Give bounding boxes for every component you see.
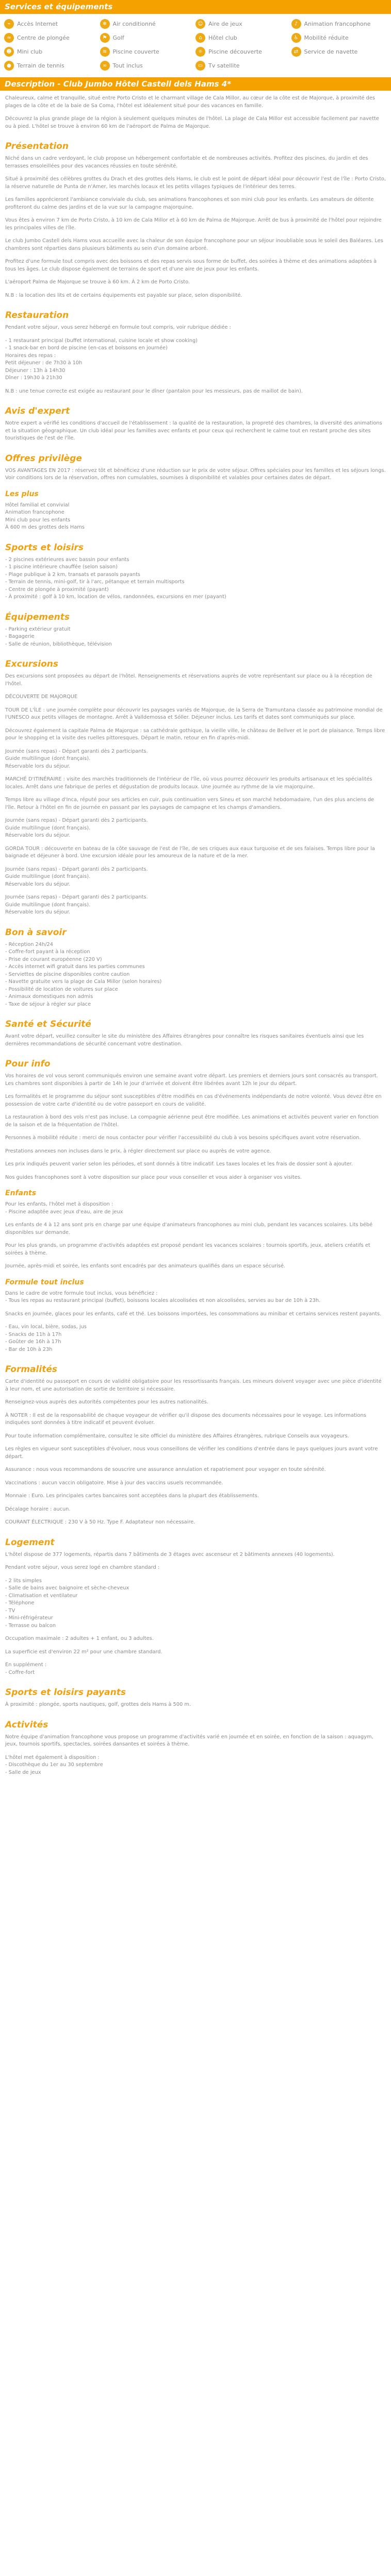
- paragraph: Snacks en journée, glaces pour les enfants, café et thé. Les boissons importées, les consommations au minibar et certains services restent payants.: [5, 1311, 382, 1317]
- section-heading: Activités: [5, 1719, 48, 1730]
- paragraph: COURANT ÉLECTRIQUE : 230 V à 50 Hz. Type F. Adaptateur non nécessaire.: [5, 1519, 196, 1525]
- paragraph: Monnaie : Euro. Les principales cartes bancaires sont acceptées dans la plupart des établissements.: [5, 1493, 259, 1499]
- service-item: [291, 46, 387, 57]
- paragraph: Pour les enfants, l'hôtel met à disposition : - Piscine adaptée avec jeux d'eau, aire de jeux: [5, 1201, 123, 1215]
- paragraph: Les règles en vigueur sont susceptibles d'évoluer, nous vous conseillons de vérifier les conditions d'entrée dans le pays quelques jours avant votre départ.: [5, 1446, 378, 1460]
- tennis-icon: ●: [4, 61, 14, 71]
- list-item: - Possibilité de location de voitures sur place: [5, 986, 118, 992]
- section-heading: Enfants: [5, 1189, 37, 1197]
- service-item: [196, 32, 291, 43]
- bullet-list: [5, 556, 386, 601]
- description-content: [0, 91, 391, 1776]
- paragraph: Nos guides francophones sont à votre disposition sur place pour vous conseiller et vous aider à organiser vos visites.: [5, 1174, 302, 1180]
- service-label: Tout inclus: [112, 62, 143, 69]
- list-item: Petit déjeuner : de 7h30 à 10h: [5, 360, 83, 366]
- paragraph: Pendant votre séjour, vous serez logé en chambre standard :: [5, 1565, 160, 1570]
- list-item: - TV: [5, 1607, 15, 1614]
- section-heading: Offres privilège: [5, 453, 82, 464]
- paragraph: Notre équipe d'animation francophone vous propose un programme d'activités varié en journée et en soirée, en fonction de la saison : aquagym, jeux, tournois sportifs, spectacles, soirées dansantes et soirées à thème.: [5, 1734, 373, 1747]
- paragraph: Niché dans un cadre verdoyant, le club propose un hébergement confortable et de nombreuses activités. Profitez des piscines, du jardin et des terrasses ensoleillées pour des vacances réussies en toute sérénité.: [5, 156, 368, 169]
- paragraph: Journée (sans repas) - Départ garanti dès 2 participants. Guide multilingue (dont français). Réservable lors du séjour.: [5, 894, 148, 915]
- paragraph: Notre expert a vérifié les conditions d'accueil de l'établissement : la qualité de la restauration, la propreté des chambres, la diversité des animations et la situation géographique. Un club idéal pour les familles avec enfants et pour ceux qui recherchent le calme tout en restant proche des sites touristiques de l'est de l'île.: [5, 420, 382, 441]
- paragraph: Profitez d'une formule tout compris avec des boissons et des repas servis sous forme de buffet, des soirées à thème et des animations adaptées à tous les âges. Le club dispose également de terrains de sport et d'une aire de jeux pour les enfants.: [5, 259, 377, 272]
- paragraph: TOUR DE L'ÎLE : une journée complète pour découvrir les paysages variés de Majorque, de la Serra de Tramuntana classée au patrimoine mondial de l'UNESCO aux petits villages de montagne. Arrêt à Valldemossa et Sóller. Déjeuner inclus. Les tarifs et dates sont communiqués sur place.: [5, 707, 383, 720]
- paragraph: L'aéroport Palma de Majorque se trouve à 60 km. À 2 km de Porto Cristo.: [5, 279, 190, 285]
- paragraph: Vaccinations : aucun vaccin obligatoire. Mise à jour des vaccins usuels recommandée.: [5, 1480, 223, 1486]
- section-heading: Pour info: [5, 1059, 51, 1069]
- paragraph: Journée, après-midi et soirée, les enfants sont encadrés par des animateurs qualifiés dans un espace sécurisé.: [5, 1263, 286, 1269]
- satellite-tv-icon: ▭: [196, 61, 205, 71]
- hotel-club-icon: ⌂: [196, 33, 205, 43]
- paragraph: L'hôtel met également à disposition : - Discothèque du 1er au 30 septembre - Salle de jeux: [5, 1754, 103, 1775]
- service-item: [100, 46, 196, 57]
- service-item: [196, 19, 291, 29]
- paragraph: Découvrez la plus grande plage de la région à seulement quelques minutes de l'hôtel. La plage de Cala Millor est accessible facilement par navette ou à pied. L'hôtel se trouve à environ 60 km de l'aéroport de Palma de Majorque.: [5, 116, 379, 129]
- paragraph: La superficie est d'environ 22 m² pour une chambre standard.: [5, 1649, 162, 1655]
- diving-icon: ≈: [4, 33, 14, 43]
- service-label: Aire de jeux: [208, 21, 242, 27]
- service-label: Mini club: [17, 48, 43, 55]
- bullet-list: [5, 502, 386, 532]
- animation-icon: ♪: [291, 19, 301, 29]
- section-heading: Restauration: [5, 310, 69, 320]
- paragraph: Pour les plus grands, un programme d'activités adaptées est proposé pendant les vacances scolaires : tournois sportifs, jeux, ateliers créatifs et soirées à thème.: [5, 1243, 370, 1256]
- outdoor-pool-icon: ☼: [196, 47, 205, 57]
- service-item: [4, 60, 100, 71]
- list-item: - Terrasse ou balcon: [5, 1622, 56, 1629]
- service-item: [4, 46, 100, 57]
- list-item: - Centre de plongée à proximité (payant): [5, 586, 109, 592]
- paragraph: Les formalités et le programme du séjour sont susceptibles d'être modifiés en cas d'événements indépendants de notre volonté. Vous devez être en possession de votre carte d'identité ou de votre passeport en cours de validité.: [5, 1094, 382, 1107]
- service-label: Accès Internet: [17, 21, 58, 27]
- playground-icon: ☺: [196, 19, 205, 29]
- paragraph: Vos horaires de vol vous seront communiqués environ une semaine avant votre départ. Les premiers et derniers jours sont consacrés au transport. Les chambres sont disponibles à partir de 14h le jour d'arrivée et doivent être libérées avant 12h le jour du départ.: [5, 1073, 378, 1087]
- bullet-list: [5, 626, 386, 649]
- section-heading: Sports et loisirs payants: [5, 1687, 126, 1698]
- list-item: - 2 lits simples: [5, 1578, 42, 1584]
- paragraph: Carte d'identité ou passeport en cours de validité obligatoire pour les ressortissants français. Les mineurs doivent voyager avec une pièce d'identité à leur nom, et une autorisation de sortie de territoire si nécessaire.: [5, 1379, 382, 1392]
- service-item: [4, 19, 100, 29]
- list-item: - Coffre-fort payant à la réception: [5, 949, 90, 955]
- all-inclusive-icon: ∞: [100, 61, 110, 71]
- section-heading: Équipements: [5, 612, 70, 622]
- list-item: - Prise de courant européenne (220 V): [5, 956, 102, 962]
- golf-icon: ⚑: [100, 33, 110, 43]
- service-label: Tv satellite: [208, 62, 240, 69]
- description-title: Description - Club Jumbo Hôtel Castell dels Hams 4*: [0, 77, 391, 91]
- service-label: Piscine découverte: [208, 48, 262, 55]
- paragraph: Pendant votre séjour, vous serez hébergé en formule tout compris, voir rubrique dédiée :: [5, 325, 231, 330]
- list-item: - Mini-réfrigérateur: [5, 1615, 53, 1621]
- section-heading: Formule tout inclus: [5, 1278, 84, 1286]
- service-label: Air conditionné: [112, 21, 156, 27]
- list-item: - Animaux domestiques non admis: [5, 994, 93, 999]
- paragraph: Vous êtes à environ 7 km de Porto Cristo, à 10 km de Cala Millor et à 60 km de Palma de Majorque. Arrêt de bus à proximité de l'hôtel pour rejoindre les principales villes de l'île.: [5, 217, 382, 231]
- wifi-icon: ⌁: [4, 19, 14, 29]
- list-item: Hôtel familial et convivial: [5, 502, 70, 508]
- list-item: - Salle de bains avec baignoire et sèche-cheveux: [5, 1585, 129, 1591]
- paragraph: Dans le cadre de votre formule tout inclus, vous bénéficiez : - Tous les repas au restaurant principal (buffet), boissons locales alcoolisées et non alcoolisées, servies au bar de 10h à 23h.: [5, 1290, 321, 1303]
- paragraph: La restauration à bord des vols n'est pas incluse. La compagnie aérienne peut être modifiée. Les animations et activités peuvent varier en fonction de la saison et de la fréquentation de l'hôtel.: [5, 1114, 379, 1128]
- paragraph: Occupation maximale : 2 adultes + 1 enfant, ou 3 adultes.: [5, 1636, 154, 1641]
- paragraph: À proximité : plongée, sports nautiques, golf, grottes dels Hams à 500 m.: [5, 1702, 191, 1707]
- paragraph: Les familles apprécieront l'ambiance conviviale du club, ses animations francophones et son mini club pour les enfants. Les amateurs de détente profiteront du calme des jardins et de la vue sur la campagne majorquine.: [5, 197, 374, 210]
- list-item: Déjeuner : 13h à 14h30: [5, 367, 66, 374]
- bullet-list: [5, 1578, 386, 1630]
- service-item: [196, 60, 291, 71]
- list-item: - Bar de 10h à 23h: [5, 1346, 53, 1352]
- list-item: - 1 restaurant principal (buffet international, cuisine locale et show cooking): [5, 337, 198, 344]
- list-item: - Climatisation et ventilateur: [5, 1592, 78, 1599]
- list-item: Dîner : 19h30 à 21h30: [5, 375, 62, 381]
- list-item: - Eau, vin local, bière, sodas, jus: [5, 1324, 87, 1330]
- section-heading: Excursions: [5, 659, 58, 669]
- section-heading: Logement: [5, 1537, 55, 1548]
- paragraph: À NOTER : Il est de la responsabilité de chaque voyageur de vérifier qu'il dispose des documents nécessaires pour le voyage. Les informations indiquées sont données à titre indicatif et peuvent évoluer.: [5, 1412, 366, 1426]
- service-label: Hôtel club: [208, 35, 237, 41]
- list-item: - Snacks de 11h à 17h: [5, 1331, 62, 1337]
- bullet-list: [5, 337, 386, 382]
- paragraph: L'hôtel dispose de 377 logements, répartis dans 7 bâtiments de 3 étages avec ascenseur et 2 bâtiments annexes (40 logements).: [5, 1551, 335, 1557]
- indoor-pool-icon: ≋: [100, 47, 110, 57]
- paragraph: Journée (sans repas) - Départ garanti dès 2 participants. Guide multilingue (dont français). Réservable lors du séjour.: [5, 866, 148, 887]
- shuttle-icon: ⇄: [291, 47, 301, 57]
- paragraph: Chaleureux, calme et tranquille, situé entre Porto Cristo et le charmant village de Cala Millor, au cœur de la côte est de Majorque, à proximité des plages de la côte et de la baie de Sa Coma, l'hôtel est idéalement situé pour des vacances en famille.: [5, 95, 376, 109]
- list-item: - Parking extérieur gratuit: [5, 626, 71, 632]
- service-label: Terrain de tennis: [17, 62, 64, 69]
- list-item: - Goûter de 16h à 17h: [5, 1339, 61, 1345]
- paragraph: Avant votre départ, veuillez consulter le site du ministère des Affaires étrangères pour connaître les risques sanitaires éventuels ainsi que les dernières recommandations de sécurité concernant votre destination.: [5, 1033, 364, 1047]
- paragraph: Décalage horaire : aucun.: [5, 1506, 71, 1512]
- service-item: [291, 19, 387, 29]
- list-item: - Navette gratuite vers la plage de Cala Millor (selon horaires): [5, 979, 162, 985]
- paragraph: Les prix indiqués peuvent varier selon les périodes, et sont donnés à titre indicatif. Les taxes locales et les frais de dossier sont à ajouter.: [5, 1161, 353, 1167]
- paragraph: Renseignez-vous auprès des autorités compétentes pour les autres nationalités.: [5, 1399, 208, 1405]
- paragraph: Personnes à mobilité réduite : merci de nous contacter pour vérifier l'accessibilité du club à vos besoins spécifiques avant votre réservation.: [5, 1135, 361, 1141]
- section-heading: Présentation: [5, 141, 69, 151]
- section-heading: Formalités: [5, 1364, 57, 1375]
- paragraph: Le club Jumbo Castell dels Hams vous accueille avec la chaleur de son équipe francophone pour un séjour inoubliable sous le soleil des Baléares. Les chambres sont réparties dans plusieurs bâtiments au sein d'un domaine arboré.: [5, 238, 383, 251]
- paragraph: N.B : la location des lits et de certains équipements est payable sur place, selon disponibilité.: [5, 292, 242, 298]
- paragraph: VOS AVANTAGES EN 2017 : réservez tôt et bénéficiez d'une réduction sur le prix de votre séjour. Offres spéciales pour les familles et les séjours longs. Voir conditions lors de la réservation, offres non cumulables, soumises à disponibilité et valables pour certaines dates de départ.: [5, 467, 386, 481]
- list-item: - 2 piscines extérieures avec bassin pour enfants: [5, 556, 129, 563]
- paragraph: MARCHÉ D'ITINÉRAIRE : visite des marchés traditionnels de l'intérieur de l'île, où vous pourrez découvrir les produits artisanaux et les spécialités locales. Arrêt dans une fabrique de perles et dégustation de produits locaux. Une journée au rythme de la vie majorquine.: [5, 776, 372, 790]
- section-heading: Santé et Sécurité: [5, 1019, 91, 1029]
- section-heading: Les plus: [5, 489, 39, 498]
- bullet-list: [5, 941, 386, 1009]
- wheelchair-icon: ♿: [291, 33, 301, 43]
- list-item: Horaires des repas :: [5, 352, 56, 359]
- list-item: Animation francophone: [5, 510, 64, 515]
- section-heading: Bon à savoir: [5, 927, 67, 938]
- paragraph: En supplément : - Coffre-fort: [5, 1662, 47, 1675]
- service-item: [100, 19, 196, 29]
- paragraph: Pour toute information complémentaire, consultez le site officiel du ministère des Affaires étrangères, rubrique Conseils aux voyageurs.: [5, 1433, 349, 1439]
- service-item: [196, 46, 291, 57]
- list-item: - Bagagerie: [5, 634, 35, 639]
- list-item: - 1 piscine intérieure chauffée (selon saison): [5, 564, 118, 570]
- paragraph: Prestations annexes non incluses dans le prix, à régler directement sur place ou auprès de votre agence.: [5, 1148, 271, 1154]
- service-item: [100, 60, 196, 71]
- list-item: - Accès internet wifi gratuit dans les parties communes: [5, 964, 145, 970]
- bullet-list: [5, 1324, 386, 1353]
- service-item: [291, 32, 387, 43]
- mini-club-icon: ☻: [4, 47, 14, 57]
- list-item: - Plage publique à 2 km, transats et parasols payants: [5, 571, 140, 578]
- paragraph: Journée (sans repas) - Départ garanti dès 2 participants. Guide multilingue (dont français). Réservable lors du séjour.: [5, 748, 148, 769]
- services-grid: [0, 14, 391, 77]
- paragraph: Temps libre au village d'Inca, réputé pour ses articles en cuir, puis continuation vers Sineu et son marché hebdomadaire, l'un des plus anciens de l'île. Retour à l'hôtel en fin de journée en passant par les paysages de campagne et les champs d'amandiers.: [5, 797, 374, 810]
- service-label: Piscine couverte: [112, 48, 159, 55]
- services-title: Services et équipements: [0, 0, 391, 14]
- paragraph: Découvrez également la capitale Palma de Majorque : sa cathédrale gothique, la vieille ville, le château de Bellver et le port de plaisance. Temps libre pour le shopping et la visite des ruelles pittoresques. Départ le matin, retour en fin d'après-midi.: [5, 727, 385, 741]
- list-item: - 1 snack-bar en bord de piscine (en-cas et boissons en journée): [5, 345, 168, 351]
- list-item: - Salle de réunion, bibliothèque, télévision: [5, 641, 112, 647]
- paragraph: Des excursions sont proposées au départ de l'hôtel. Renseignements et réservations auprès de votre représentant sur place ou à la réception de l'hôtel.: [5, 673, 372, 687]
- service-label: Centre de plongée: [17, 35, 70, 41]
- paragraph: GORDA TOUR : découverte en bateau de la côte sauvage de l'est de l'île, de ses criques aux eaux turquoise et de ses falaises. Temps libre pour la baignade et déjeuner à bord. Une excursion idéale pour les amoureux de la nature et de la mer.: [5, 845, 375, 859]
- list-item: - Terrain de tennis, mini-golf, tir à l'arc, pétanque et terrain multisports: [5, 579, 185, 585]
- service-item: [100, 32, 196, 43]
- service-item: [4, 32, 100, 43]
- list-item: - Serviettes de piscine disponibles contre caution: [5, 971, 130, 977]
- paragraph: Situé à proximité des célèbres grottes du Drach et des grottes dels Hams, le club est le point de départ idéal pour découvrir l'est de l'île : Porto Cristo, la réserve naturelle de Punta de n'Amer, les marchés locaux et les petits villages typiques de l'intérieur des terres.: [5, 176, 386, 190]
- service-label: Service de navette: [304, 48, 358, 55]
- list-item: À 600 m des grottes dels Hams: [5, 524, 85, 530]
- list-item: - À proximité : golf à 10 km, location de vélos, randonnées, excursions en mer (payant): [5, 594, 226, 600]
- paragraph: Journée (sans repas) - Départ garanti dès 2 participants. Guide multilingue (dont français). Réservable lors du séjour.: [5, 818, 148, 838]
- service-label: Mobilité réduite: [304, 35, 349, 41]
- service-label: Animation francophone: [304, 21, 371, 27]
- section-heading: Sports et loisirs: [5, 542, 84, 553]
- paragraph: Les enfants de 4 à 12 ans sont pris en charge par une équipe d'animateurs francophones au mini club, pendant les vacances scolaires. Lits bébé disponibles sur demande.: [5, 1222, 373, 1235]
- section-heading: Avis d'expert: [5, 406, 70, 416]
- list-item: Mini club pour les enfants: [5, 517, 71, 523]
- paragraph: DÉCOUVERTE DE MAJORQUE: [5, 694, 78, 700]
- list-item: - Taxe de séjour à régler sur place: [5, 1001, 91, 1007]
- list-item: - Réception 24h/24: [5, 941, 53, 947]
- services-section: [0, 0, 391, 77]
- paragraph: N.B : une tenue correcte est exigée au restaurant pour le dîner (pantalon pour les messieurs, pas de maillot de bain).: [5, 388, 303, 394]
- list-item: - Téléphone: [5, 1600, 35, 1606]
- snowflake-icon: ❄: [100, 19, 110, 29]
- paragraph: Assurance : nous vous recommandons de souscrire une assurance annulation et rapatriement pour voyager en toute sérénité.: [5, 1467, 326, 1472]
- service-label: Golf: [112, 35, 124, 41]
